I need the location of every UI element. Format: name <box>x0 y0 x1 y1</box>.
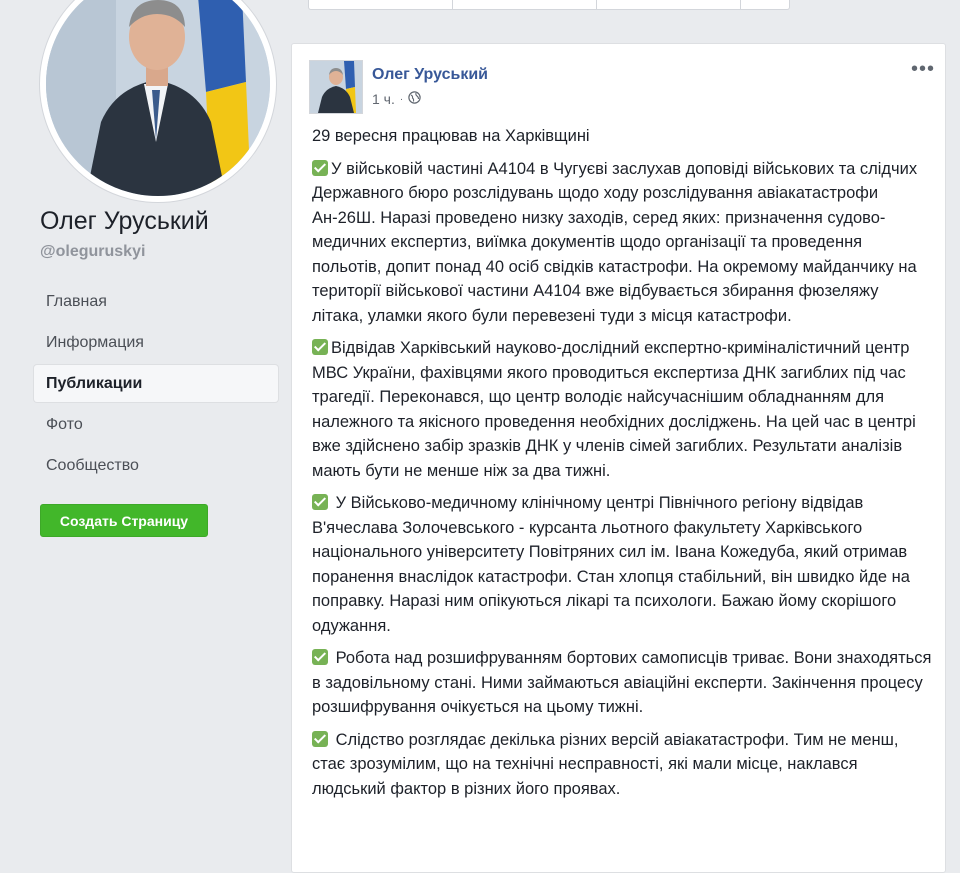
post-intro: 29 вересня працював на Харківщині <box>312 127 590 145</box>
nav-item-home[interactable]: Главная <box>46 293 107 310</box>
post-text <box>312 124 932 809</box>
check-mark-icon <box>312 339 328 355</box>
top-tab[interactable] <box>453 0 597 9</box>
page-handle[interactable]: @oleguruskyi <box>40 243 146 260</box>
post-paragraph: Слідство розглядає декілька різних версій авіакатастрофи. Тим не менш, стає зрозумілим, що на технічні несправності, які мали місце, наклався людський фактор в різних його проявах. <box>312 730 899 798</box>
more-options-icon[interactable]: ••• <box>910 58 935 80</box>
profile-picture-frame[interactable] <box>40 0 276 202</box>
page-navigation <box>34 283 278 488</box>
top-tab[interactable] <box>741 0 789 9</box>
top-tab[interactable] <box>309 0 453 9</box>
nav-item-posts[interactable]: Публикации <box>34 365 278 402</box>
check-mark-icon <box>312 494 328 510</box>
post-author-avatar[interactable] <box>309 60 363 114</box>
check-mark-icon <box>312 160 328 176</box>
profile-photo-illustration <box>46 0 270 196</box>
check-mark-icon <box>312 649 328 665</box>
globe-icon[interactable] <box>408 91 421 107</box>
profile-picture[interactable] <box>46 0 270 196</box>
page-title[interactable]: Олег Уруський <box>40 207 209 235</box>
nav-item-photos[interactable]: Фото <box>46 416 83 433</box>
post-timestamp[interactable]: 1 ч. <box>372 91 395 107</box>
post-paragraph: У Військово-медичному клінічному центрі Північного регіону відвідав В'ячеслава Золочевського - курсанта льотного факультету Харківського національного університету Повітряних сил ім. Івана Кожедуба, який отримав поранення внаслідок катастрофи. Стан хлопця стабільний, він швидко йде на поправку. Наразі ним опікуються лікарі та психологи. Бажаю йому скорішого одужання. <box>312 494 910 635</box>
post-meta <box>372 91 421 107</box>
post-avatar-illustration <box>310 61 362 113</box>
post-paragraph: У військовій частині А4104 в Чугуєві заслухав доповіді військових та слідчих Державного бюро розслідувань щодо ходу розслідування авіакатастрофи Ан-26Ш. Наразі проведено низку заходів, серед яких: призначення судово-медичних експертиз, виїмка документів щодо організації та проведення польотів, допит понад 40 осіб свідків катастрофи. На окремому майданчику на території військової частини А4104 вже відбувається збирання фюзеляжу літака, уламки якого були перевезені туди з місця катастрофи. <box>312 159 918 325</box>
meta-separator: · <box>399 93 404 105</box>
nav-item-community[interactable]: Сообщество <box>46 457 139 474</box>
post-paragraph: Відвідав Харківський науково-дослідний експертно-криміналістичний центр МВС України, фахівцями якого проводиться експертиза ДНК загиблих під час трагедії. Переконався, що центр володіє найсучаснішим обладнанням для належного та якісного проведення необхідних досліджень. На цей час в центрі вже здійснено забір зразків ДНК у членів сімей загиблих. Результати аналізів мають бути не менше ніж за два тижні. <box>312 339 916 480</box>
post-author-name[interactable]: Олег Уруський <box>372 66 489 83</box>
nav-item-info[interactable]: Информация <box>46 334 144 351</box>
top-tab[interactable] <box>597 0 741 9</box>
post-paragraph: Робота над розшифруванням бортових самописців триває. Вони знаходяться в задовільному стані. Ними займаються авіаційні експерти. Закінчення процесу розшифрування очікується на цьому тижні. <box>312 649 932 716</box>
check-mark-icon <box>312 731 328 747</box>
top-tab-strip <box>308 0 790 10</box>
post-card <box>291 43 946 873</box>
create-page-button[interactable]: Создать Страницу <box>40 504 208 537</box>
